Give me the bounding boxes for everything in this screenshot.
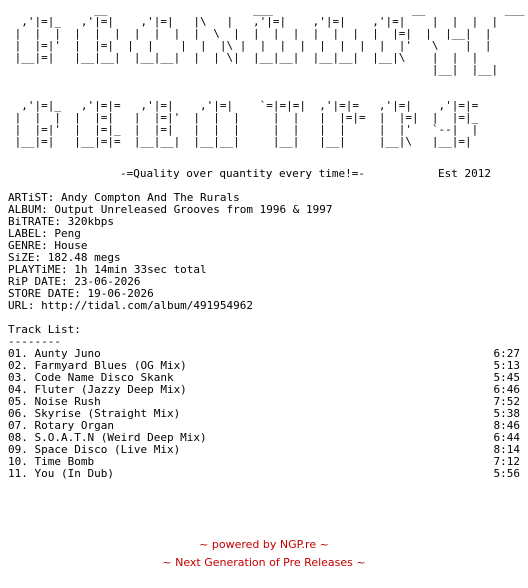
info-size: SiZE: 182.48 megs	[8, 251, 121, 264]
info-label: LABEL: Peng	[8, 227, 81, 240]
track-title: 07. Rotary Organ	[8, 419, 114, 432]
ascii-banner: __ ___ __ ___ ,'|=|_ ,'|=| ,'|=| |\ | ,'|=| ,'|=| ,'|=| | | | | | | | | | | | | | | \ | | | | | | | | |=| | |__| | | |=|' | |=| | | | | |\ | | | | | | | | |' \ | | |__|=| |__|__| |__|__| | | \| |__|__| |__|__| |__|\ | | | |__| |__| ,'|=|_ ,'|=|= ,'|=| ,'|=| `=|=|=| ,'|=|= ,'|=| ,'|=|= | | | | |=| | |=|' | | | | | | |=|= | |=| | |=|_ | |=|' | |=|_ | |=| | | | | | | | | |' `--| | |__|=| |__|=|= |__|__| |__|__| |__| |__| |__|\ |__|=|	[14, 3, 525, 148]
track-list-heading: Track List:	[8, 323, 81, 336]
track-title: 02. Farmyard Blues (OG Mix)	[8, 359, 187, 372]
track-duration: 5:13	[493, 359, 520, 372]
established-year: Est 2012	[438, 167, 491, 180]
info-playtime: PLAYTiME: 1h 14min 33sec total	[8, 263, 207, 276]
track-title: 01. Aunty Juno	[8, 347, 101, 360]
track-title: 11. You (In Dub)	[8, 467, 114, 480]
track-duration: 7:12	[493, 455, 520, 468]
footer-tagline: ~ Next Generation of Pre Releases ~	[162, 556, 366, 569]
track-title: 08. S.O.A.T.N (Weird Deep Mix)	[8, 431, 207, 444]
track-title: 03. Code Name Disco Skank	[8, 371, 174, 384]
info-artist: ARTiST: Andy Compton And The Rurals	[8, 191, 240, 204]
track-duration: 6:44	[493, 431, 520, 444]
track-title: 09. Space Disco (Live Mix)	[8, 443, 181, 456]
track-duration: 8:14	[493, 443, 520, 456]
footer	[0, 536, 528, 572]
track-duration: 5:56	[493, 467, 520, 480]
track-title: 04. Fluter (Jazzy Deep Mix)	[8, 383, 187, 396]
track-duration: 7:52	[493, 395, 520, 408]
track-title: 10. Time Bomb	[8, 455, 95, 468]
track-row	[8, 468, 520, 480]
track-title: 05. Noise Rush	[8, 395, 101, 408]
release-info	[8, 192, 508, 312]
info-bitrate: BiTRATE: 320kbps	[8, 215, 114, 228]
track-duration: 5:38	[493, 407, 520, 420]
footer-powered-by: ~ powered by NGP.re ~	[199, 538, 329, 551]
info-genre: GENRE: House	[8, 239, 88, 252]
track-duration: 6:27	[493, 347, 520, 360]
track-list	[8, 348, 520, 480]
track-duration: 5:45	[493, 371, 520, 384]
track-duration: 6:46	[493, 383, 520, 396]
info-rip-date: RiP DATE: 23-06-2026	[8, 275, 141, 288]
info-album: ALBUM: Output Unreleased Grooves from 1996 & 1997	[8, 203, 333, 216]
track-list-header	[8, 324, 81, 348]
track-title: 06. Skyrise (Straight Mix)	[8, 407, 181, 420]
tagline-text: -=Quality over quantity every time!=-	[120, 167, 366, 180]
track-duration: 8:46	[493, 419, 520, 432]
track-list-rule: --------	[8, 335, 61, 348]
info-store-date: STORE DATE: 19-06-2026	[8, 287, 154, 300]
info-url: URL: http://tidal.com/album/491954962	[8, 299, 254, 312]
